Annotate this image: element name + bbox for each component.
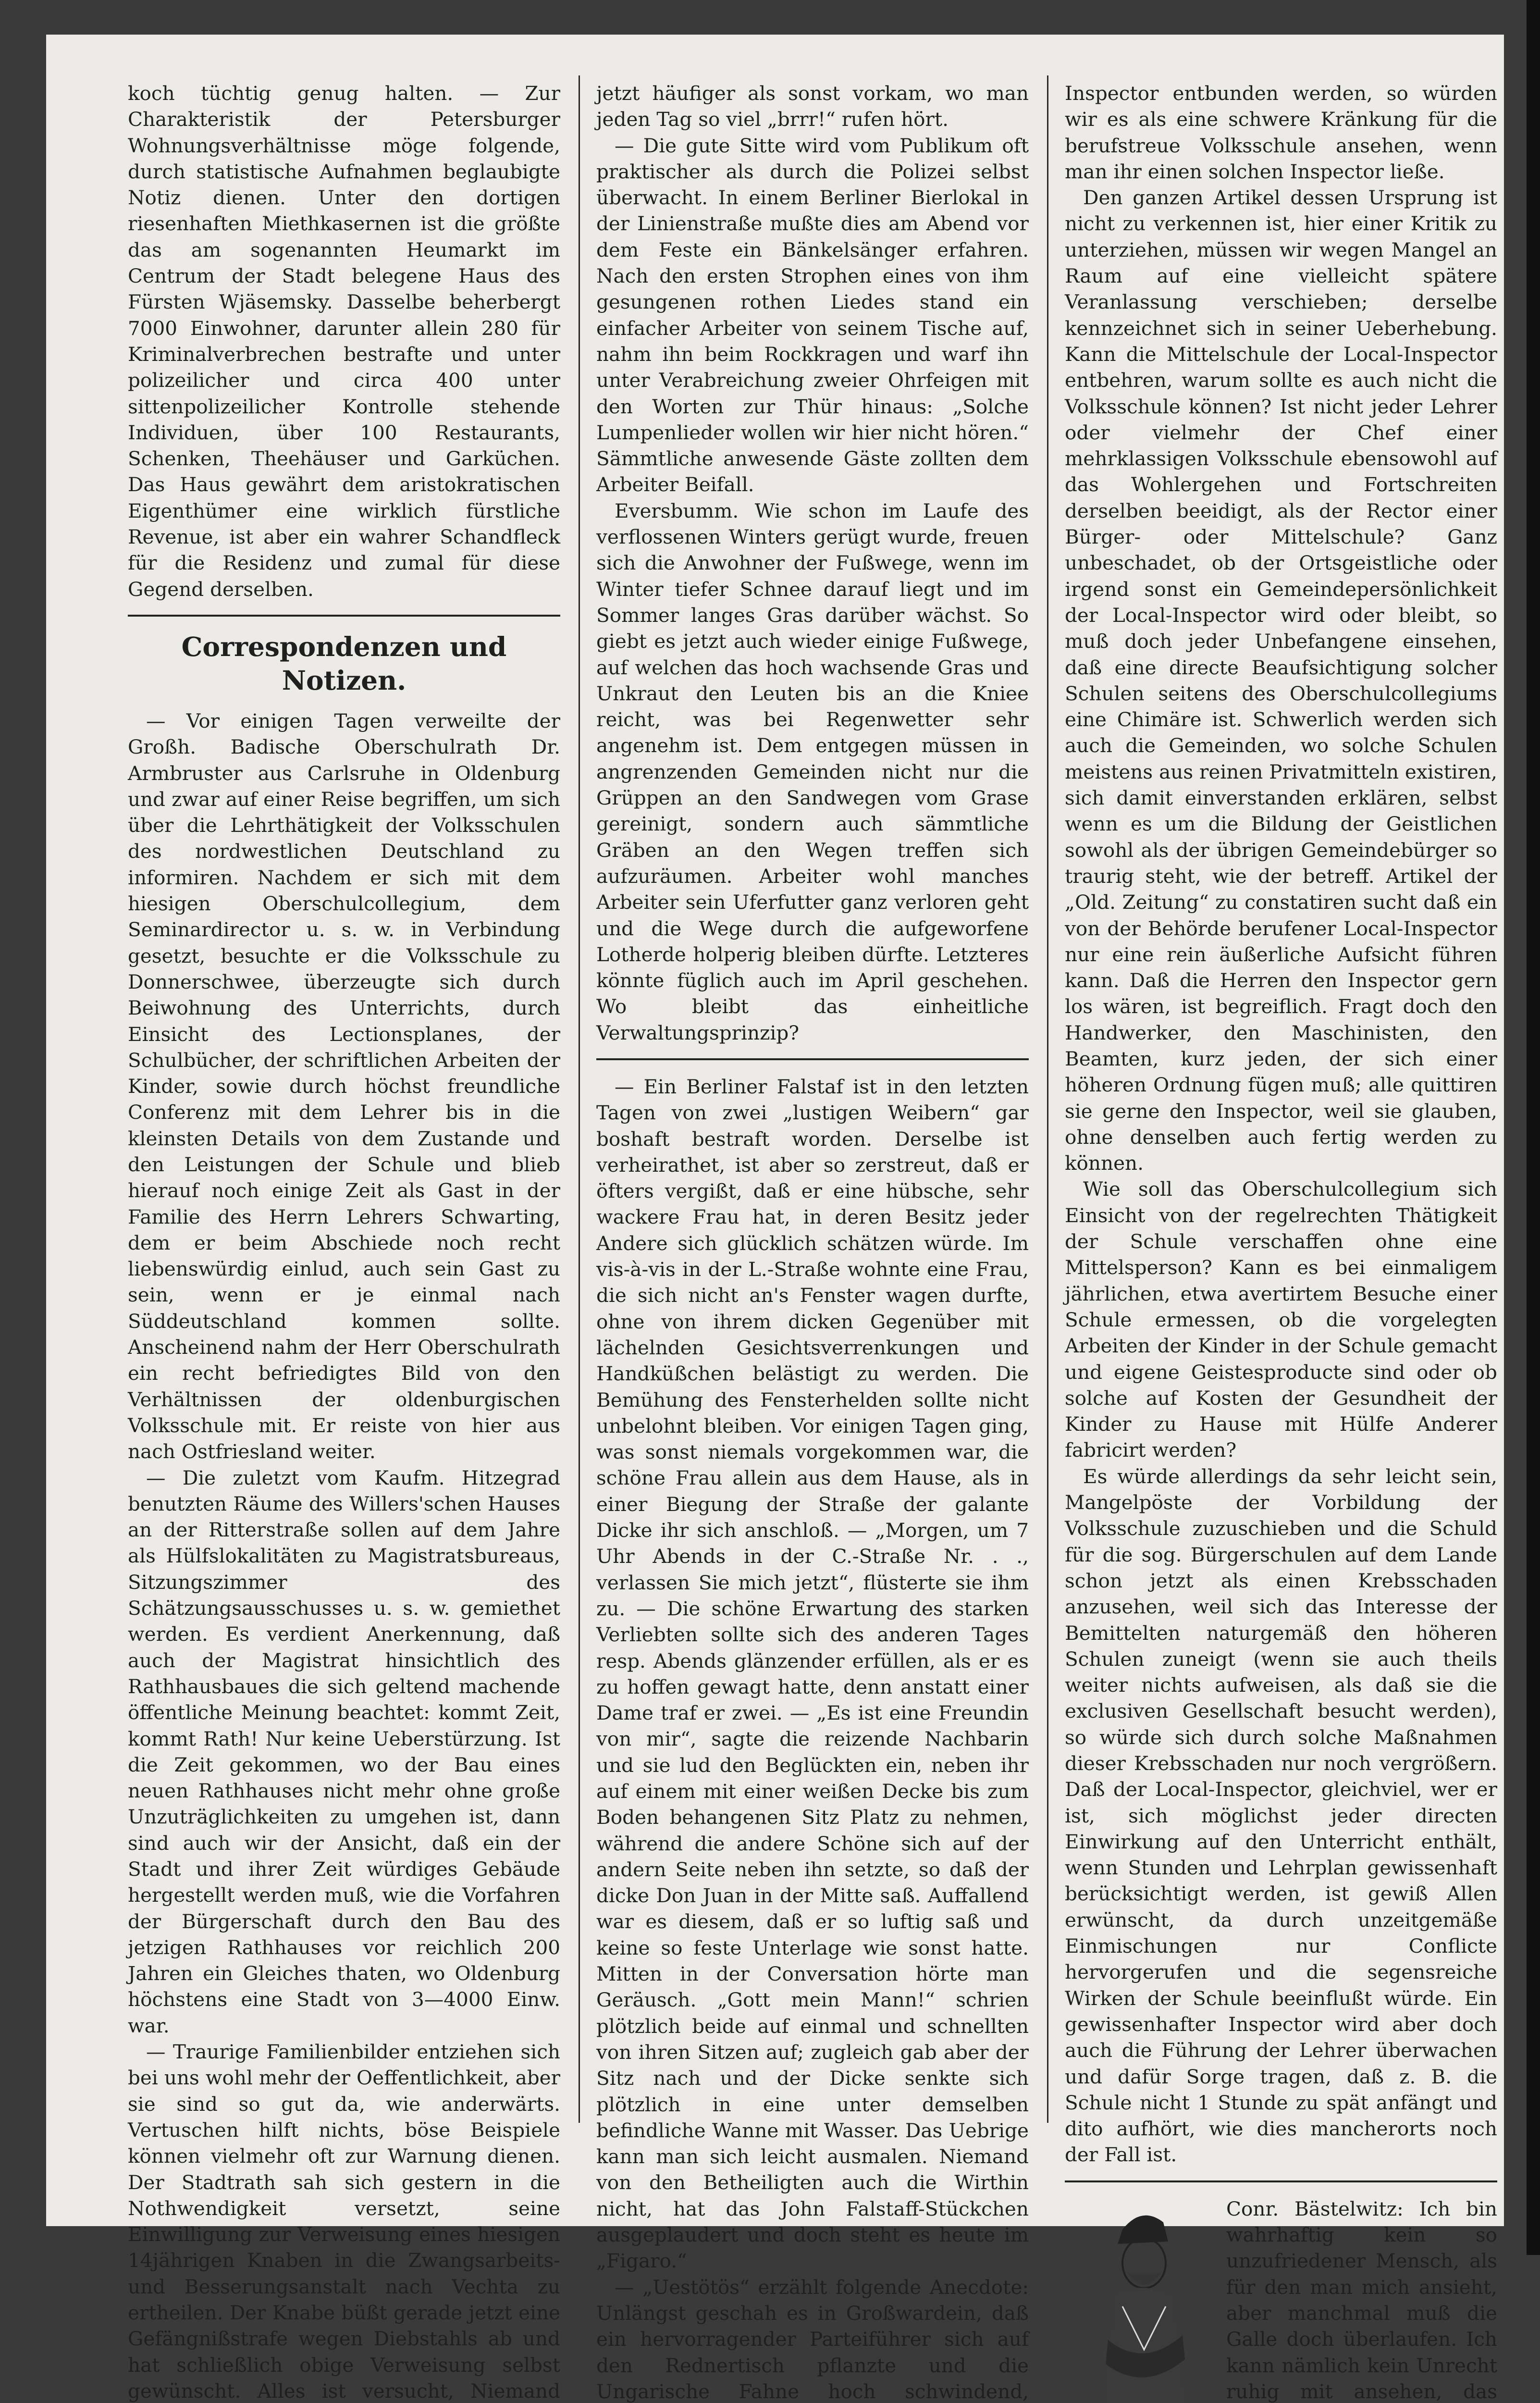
man-illustration — [1065, 2196, 1219, 2403]
column-3 — [1065, 80, 1497, 2403]
section-heading: Correspondenzen und Notizen. — [181, 631, 507, 696]
article-paragraph: — Traurige Familienbilder entziehen sich bei uns wohl mehr der Oeffentlichkeit, aber sie sind so gut da, wie anderwärts. Vertuschen hilft nichts, böse Beispiele können vielmehr oft zur Warnung dienen. Der Stadtrath sah sich gestern in die Nothwendigkeit versetzt, seine Einwilligung zur Verweisung eines hiesigen 14jährigen Knaben in die Zwangsarbeits- und Besserungsanstalt nach Vechta zu ertheilen. Der Knabe büßt gerade jetzt eine Gefängnißstrafe wegen Diebstahls ab und hat schließlich obige Verweisung selbst gewünscht. Alles ist versucht, Niemand — [128, 2040, 560, 2403]
standing-man-icon — [1065, 2196, 1219, 2403]
article-paragraph: Wie soll das Oberschulcollegium sich Einsicht von der regelrechten Thätigkeit der Schule verschaffen ohne eine Mittelsperson? Kann es bei einmaligem jährlichen, etwa avertirtem Besuche einer Schule ermessen, ob die vorgelegten Arbeiten der Kinder in der Schule gemacht und eigene Geistesproducte sind oder ob solche auf Kosten der Gesundheit der Kinder zu Hause mit Hülfe Anderer fabricirt werden? — [1065, 1177, 1497, 1462]
column-2 — [596, 80, 1029, 2403]
article-paragraph: Eversbumm. Wie schon im Laufe des verflossenen Winters gerügt wurde, freuen sich die Anwohner der Fußwege, wenn im Winter tiefer Schnee darauf liegt und im Sommer langes Gras darüber wächst. So giebt es jetzt auch wieder einige Fußwege, auf welchen das hoch wachsende Gras und Unkraut den Leuten bis an die Kniee reicht, was bei Regenwetter sehr angenehm ist. Dem entgegen müssen in angrenzenden Gemeinden nicht nur die Grüppen an den Sandwegen vom Grase gereinigt, sondern auch sämmtliche Gräben an den Wegen treffen sich aufzuräumen. Arbeiter wohl manches Arbeiter sein Uferfutter ganz verloren geht und die Wege durch die aufgeworfene Lotherde holperig bleiben dürfte. Letzteres könnte füglich auch im April geschehen. Wo bleibt das einheitliche Verwaltungsprinzip? — [596, 499, 1029, 1044]
article-paragraph: koch tüchtig genug halten. — Zur Charakteristik der Petersburger Wohnungsverhältnisse möge folgende, durch statistische Aufnahmen beglaubigte Notiz dienen. Unter den dortigen riesenhaften Miethkasernen ist die größte das am sogenannten Heumarkt im Centrum der Stadt belegene Haus des Fürsten Wjäsemsky. Dasselbe beherbergt 7000 Einwohner, darunter allein 280 für Kriminalverbrechen bestrafte und unter polizeilicher und circa 400 unter sittenpolizeilicher Kontrolle stehende Individuen, über 100 Restaurants, Schenken, Theehäuser und Garküchen. Das Haus gewährt dem aristokratischen Eigenthümer eine wirklich fürstliche Revenue, ist aber ein wahrer Schandfleck für die Residenz und zumal für diese Gegend derselben. — [128, 82, 560, 601]
article-paragraph: — „Uestötös“ erzählt folgende Anecdote: Unlängst geschah es in Großwardein, daß ein hervorragender Parteiführer sich auf den Rednertisch pflanzte und die Ungarische Fahne hoch schwindend, — [596, 2275, 1029, 2403]
article-paragraph: — Vor einigen Tagen verweilte der Großh. Badische Oberschulrath Dr. Armbruster aus Carlsruhe in Oldenburg und zwar auf einer Reise begriffen, um sich über die Lehrthätigkeit der Volksschulen des nordwestlichen Deutschland zu informiren. Nachdem er sich mit dem hiesigen Oberschulcollegium, dem Seminardirector u. s. w. in Verbindung gesetzt, besuchte er die Volksschule zu Donnerschwee, überzeugte sich durch Beiwohnung des Unterrichts, durch Einsicht des Lectionsplanes, der Schulbücher, der schriftlichen Arbeiten der Kinder, sowie durch höchst freundliche Conferenz mit dem Lehrer bis in die kleinsten Details von dem Zustande und den Leistungen der Schule und blieb hierauf noch einige Zeit als Gast in der Familie des Herrn Lehrers Schwarting, dem er beim Abschiede noch recht liebenswürdig einlud, auch sein Gast zu sein, wenn er je einmal nach Süddeutschland kommen sollte. Anscheinend nahm der Herr Oberschulrath ein recht befriedigtes Bild von den Verhältnissen der oldenburgischen Volksschule mit. Er reiste von hier aus nach Ostfriesland weiter. — [128, 709, 560, 1463]
article-paragraph: — Die gute Sitte wird vom Publikum oft praktischer als durch die Polizei selbst überwacht. In einem Berliner Bierlokal in der Linienstraße mußte dies am Abend vor dem Feste ein Bänkelsänger erfahren. Nach den ersten Strophen eines von ihm gesungenen rothen Liedes stand ein einfacher Arbeiter von seinem Tische auf, nahm ihn beim Rockkragen und warf ihn unter Verabreichung zweier Ohrfeigen mit den Worten zur Thür hinaus: „Solche Lumpenlieder wollen wir hier nicht hören.“ Sämmtliche anwesende Gäste zollten dem Arbeiter Beifall. — [596, 134, 1029, 496]
article-paragraph: jetzt häufiger als sonst vorkam, wo man jeden Tag so viel „brrr!“ rufen hört. — [596, 82, 1029, 131]
article-paragraph: — Ein Berliner Falstaf ist in den letzten Tagen von zwei „lustigen Weibern“ gar boshaft bestraft worden. Derselbe ist verheirathet, ist aber so zerstreut, daß er öfters vergißt, daß er eine hübsche, sehr wackere Frau hat, in deren Besitz jeder Andere sich glücklich schätzen würde. Im vis-à-vis in der L.-Straße wohnte eine Frau, die sich nicht an's Fenster wagen durfte, ohne von ihrem dicken Gegenüber mit lächelnden Gesichtsverrenkungen und Handküßchen belästigt zu werden. Die Bemühung des Fensterhelden sollte nicht unbelohnt bleiben. Vor einigen Tagen ging, was sonst niemals vorgekommen war, die schöne Frau allein aus dem Hause, als in einer Biegung der Straße der galante Dicke ihr sich anschloß. — „Morgen, um 7 Uhr Abends in der C.-Straße Nr. . ., verlassen Sie mich jetzt“, flüsterte sie ihm zu. — Die schöne Erwartung des starken Verliebten sollte sich des anderen Tages resp. Abends glänzender erfüllen, als er es zu hoffen gewagt hatte, denn anstatt einer Dame traf er zwei. — „Es ist eine Freundin von mir“, sagte die reizende Nachbarin und sie lud den Beglückten ein, neben ihr auf einem mit einer weißen Decke bis zum Boden behangenen Sitz Platz zu nehmen, während die andere Schöne sich auf der andern Seite neben ihn setzte, so daß der dicke Don Juan in der Mitte saß. Auffallend war es diesem, daß er so luftig saß und keine so feste Unterlage wie sonst hatte. Mitten in der Conversation hörte man Geräusch. „Gott mein Mann!“ schrien plötzlich beide auf einmal und schnellten von ihren Sitzen auf; zugleich gab aber der Sitz nach und der Dicke senkte sich plötzlich in eine unter demselben befindliche Wanne mit Wasser. Das Uebrige kann man sich leicht ausmalen. Niemand von den Betheiligten auch die Wirthin nicht, hat das John Falstaff-Stückchen ausgeplaudert und doch steht es heute im „Figaro.“ — [596, 1075, 1029, 2273]
section-rule — [128, 615, 560, 617]
column-rule — [1047, 75, 1048, 2123]
column-1 — [128, 80, 560, 2403]
article-paragraph: Inspector entbunden werden, so würden wir es als eine schwere Kränkung für die berufstreue Volksschule ansehen, wenn man ihr einen solchen Inspector ließe. — [1065, 82, 1497, 183]
scan-edge — [1527, 0, 1540, 2255]
column-rule — [579, 75, 580, 2123]
section-rule — [1065, 2180, 1497, 2182]
article-paragraph: — Die zuletzt vom Kaufm. Hitzegrad benutzten Räume des Willers'schen Hauses an der Ritterstraße sollen auf dem Jahre als Hülfslokalitäten zu Magistratsbureaus, Sitzungszimmer des Schätzungsausschusses u. s. w. gemiethet werden. Es verdient Anerkennung, daß auch der Magistrat hinsichtlich des Rathhausbaues die sich geltend machende öffentliche Meinung beachtet: kommt Zeit, kommt Rath! Nur keine Ueberstürzung. Ist die Zeit gekommen, wo der Bau eines neuen Rathhauses nicht mehr ohne große Unzuträglichkeiten zu umgehen ist, dann sind auch wir der Ansicht, daß ein der Stadt und ihrer Zeit würdiges Gebäude hergestellt werden muß, wie die Vorfahren der Bürgerschaft durch den Bau des jetzigen Rathhauses vor reichlich 200 Jahren ein Gleiches thaten, wo Oldenburg höchstens eine Stadt von 3—4000 Einw. war. — [128, 1466, 560, 2037]
article-paragraph: Es würde allerdings da sehr leicht sein, Mangelpöste der Vorbildung der Volksschule zuzuschieben und die Schuld für die sog. Bürgerschulen auf dem Lande schon jetzt als einen Krebsschaden anzusehen, weil sich das Interesse der Bemittelten naturgemäß den höheren Schulen zuneigt (wenn sie auch theils weiter nichts aufweisen, als daß sie die exclusiven Gesellschaft besucht werden), so würde sich durch solche Maßnahmen dieser Krebsschaden nur noch vergrößern. Daß der Local-Inspector, gleichviel, wer er ist, sich möglichst jeder directen Einwirkung auf den Unterricht enthält, wenn Stunden und Lehrplan gewissenhaft berücksichtigt werden, ist gewiß Allen erwünscht, da durch unzeitgemäße Einmischungen nur Conflicte hervorgerufen und die segensreiche Wirken der Schule beeinflußt würde. Ein gewissenhafter Inspector wird aber doch auch die Führung der Lehrer überwachen und dafür Sorge tragen, daß z. B. die Schule nicht 1 Stunde zu spät anfängt und dito aufhört, wie dies mancherorts noch der Fall ist. — [1065, 1464, 1497, 2167]
section-rule — [596, 1058, 1029, 1060]
article-paragraph: Den ganzen Artikel dessen Ursprung ist nicht zu verkennen ist, hier einer Kritik zu unterziehen, müssen wir wegen Mangel an Raum auf eine vielleicht spätere Veranlassung verschieben; derselbe kennzeichnet sich in seiner Ueberhebung. Kann die Mittelschule der Local-Inspector entbehren, warum sollte es auch nicht die Volksschule können? Ist nicht jeder Lehrer oder vielmehr der Chef einer mehrklassigen Volksschule ebensowohl auf das Wohlergehen und Fortschreiten derselben beeidigt, als der Rector einer Bürger- oder Mittelschule? Ganz unbeschadet, ob der Ortsgeistliche oder irgend sonst ein Gemeindepersönlichkeit der Local-Inspector wird oder bleibt, so muß doch jeder Unbefangene einsehen, daß eine directe Beaufsichtigung solcher Schulen seitens des Oberschulcollegiums eine Chimäre ist. Schwerlich werden sich auch die Gemeinden, wo solche Schulen meistens aus reinen Privatmitteln existiren, sich damit einverstanden erklären, selbst wenn es um die Bildung der Geistlichen sowohl als der übrigen Gemeindebürger so traurig steht, wie der betreff. Artikel der „Old. Zeitung“ zu constatiren sucht daß ein von der Behörde berufener Local-Inspector nur eine rein äußerliche Aufsicht führen kann. Daß die Herren den Inspector gern los wären, ist begreiflich. Fragt doch den Handwerker, den Maschinisten, den Beamten, kurz jeden, der sich einer höheren Ordnung fügen muß; alle quittiren sie gerne den Inspector, weil sie glauben, ohne denselben auch fertig werden zu können. — [1065, 186, 1497, 1175]
newspaper-page — [46, 35, 1504, 2403]
article-paragraph: Conr. Bästelwitz: Ich bin wahrhaftig kein so unzufriedener Mensch, als für den man mich ansieht, aber manchmal muß die Galle doch überlaufen. Ich kann nämlich kein Unrecht ruhig mit ansehen, das — [1226, 2197, 1497, 2403]
illustrated-column — [1065, 2196, 1497, 2403]
